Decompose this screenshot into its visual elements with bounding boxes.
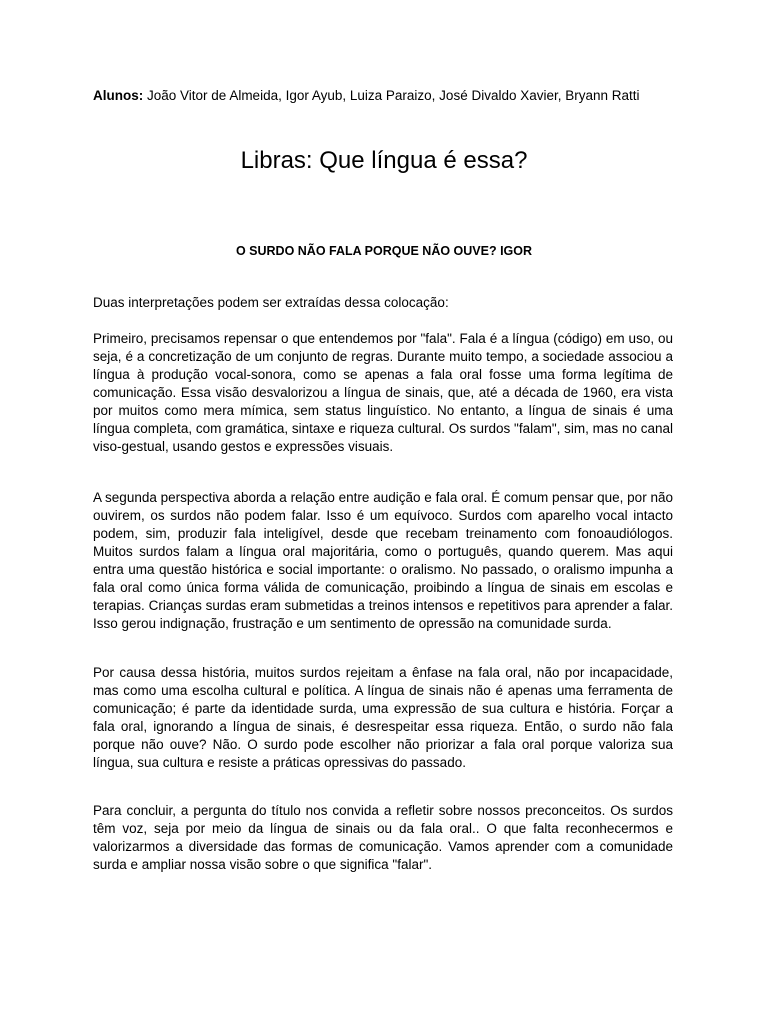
paragraph-second-perspective: A segunda perspectiva aborda a relação entre audição e fala oral. É comum pensar que, por não ouvirem, os surdos não podem falar. Isso é um equívoco. Surdos com aparelho vocal intacto podem, sim, produzir fala inteligível, desde que recebam treinamento com fonoaudiólogos. Muitos surdos falam a língua oral majoritária, como o português, quando querem. Mas aqui entra uma questão histórica e social importante: o oralismo. No passado, o oralismo impunha a fala oral como única forma válida de comunicação, proibindo a língua de sinais em escolas e terapias. Crianças surdas eram submetidas a treinos intensos e repetitivos para aprender a falar. Isso gerou indignação, frustração e um sentimento de opressão na comunidade surda.	[93, 490, 673, 631]
authors-line	[93, 87, 693, 105]
section-heading: O SURDO NÃO FALA PORQUE NÃO OUVE? IGOR	[235, 244, 533, 258]
paragraph-first-interpretation: Primeiro, precisamos repensar o que entendemos por "fala". Fala é a língua (código) em uso, ou seja, é a concretização de um conjunto de regras. Durante muito tempo, a sociedade associou a língua à produção vocal-sonora, como se apenas a fala oral fosse uma forma legítima de comunicação. Essa visão desvalorizou a língua de sinais, que, até a década de 1960, era vista por muitos como mera mímica, sem status linguístico. No entanto, a língua de sinais é uma língua completa, com gramática, sintaxe e riqueza cultural. Os surdos "falam", sim, mas no canal viso-gestual, usando gestos e expressões visuais.	[93, 331, 673, 454]
authors-names: João Vitor de Almeida, Igor Ayub, Luiza Paraizo, José Divaldo Xavier, Bryann Ratti	[143, 88, 640, 103]
paragraph-conclusion: Para concluir, a pergunta do título nos convida a refletir sobre nossos preconceitos. Os surdos têm voz, seja por meio da língua de sinais ou da fala oral.. O que falta reconhecermos e valorizarmos a diversidade das formas de comunicação. Vamos aprender com a comunidade surda e ampliar nossa visão sobre o que significa "falar".	[93, 803, 673, 872]
paragraph-history: Por causa dessa história, muitos surdos rejeitam a ênfase na fala oral, não por incapacidade, mas como uma escolha cultural e política. A língua de sinais não é apenas uma ferramenta de comunicação; é parte da identidade surda, uma expressão de sua cultura e história. Forçar a fala oral, ignorando a língua de sinais, é desrespeitar essa riqueza. Então, o surdo não fala porque não ouve? Não. O surdo pode escolher não priorizar a fala oral porque valoriza sua língua, sua cultura e resiste a práticas opressivas do passado.	[93, 665, 673, 770]
paragraph-intro: Duas interpretações podem ser extraídas dessa colocação:	[93, 295, 449, 310]
authors-label: Alunos:	[93, 88, 144, 103]
document-title: Libras: Que língua é essa?	[240, 147, 528, 174]
